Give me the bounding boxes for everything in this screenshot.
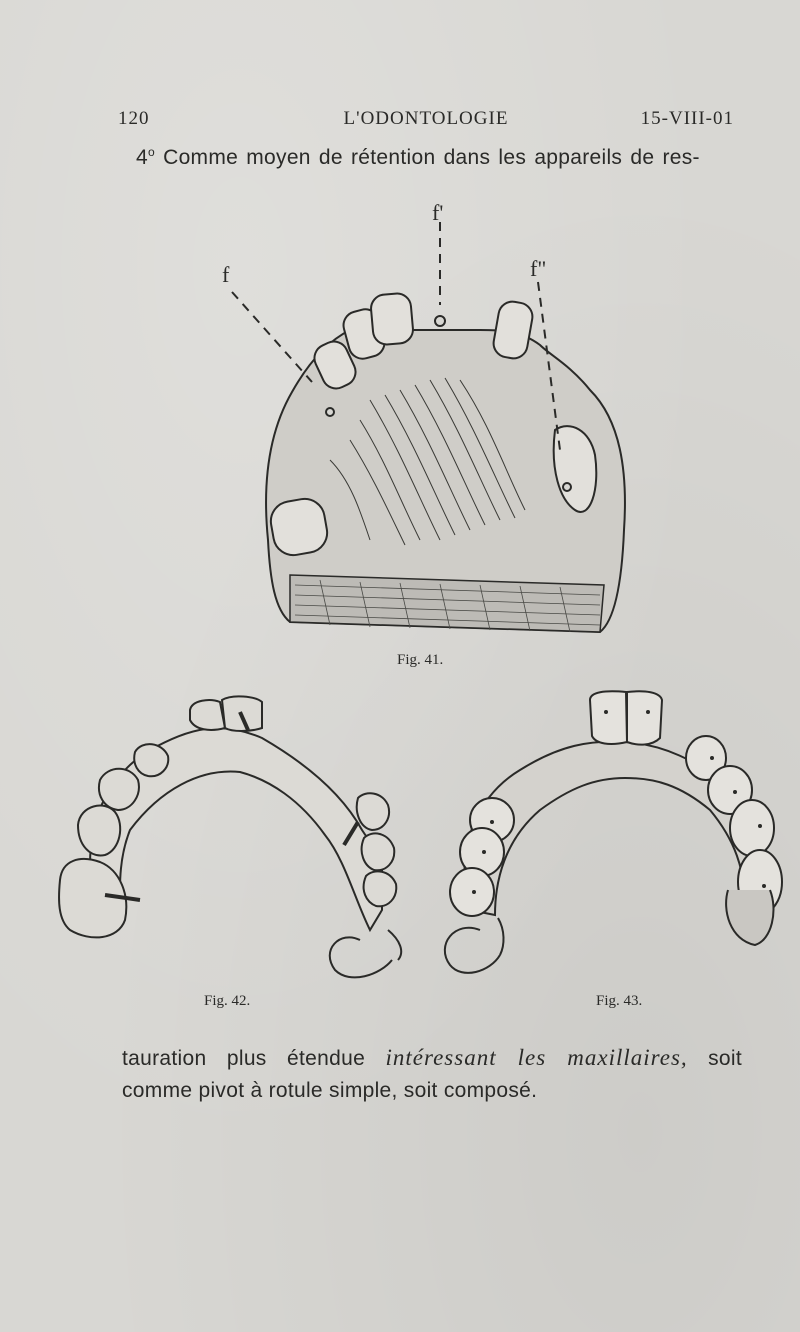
fig43-caption: Fig. 43. (596, 993, 643, 1009)
item-number: 4 (136, 146, 148, 169)
body-paragraph-line-2: comme pivot à rotule simple, soit composé. (122, 1079, 538, 1102)
fig41-label-f-prime: f' (432, 200, 444, 225)
italic-phrase: intéressant les maxillaires, (385, 1045, 688, 1070)
fig42-caption: Fig. 42. (204, 993, 251, 1009)
body-paragraph (122, 1042, 742, 1107)
running-title: L'ODONTOLOGIE (343, 108, 509, 129)
text-run: soit (687, 1047, 743, 1070)
fig41-label-f: f (222, 262, 230, 287)
body-paragraph-line-1 (122, 1042, 742, 1075)
page-number: 120 (118, 108, 150, 129)
fig42-drawing (59, 696, 401, 977)
fig43-drawing (445, 691, 782, 973)
fig41-caption: Fig. 41. (397, 652, 444, 668)
fig41-label-f-double-prime: f" (530, 256, 547, 281)
issue-date: 15-VIII-01 (640, 108, 734, 129)
fig41-drawing (232, 222, 625, 632)
body-line-1-text: Comme moyen de rétention dans les appareils de res- (154, 146, 700, 169)
ordinal-superscript: o (147, 145, 155, 159)
text-run: tauration plus étendue (122, 1047, 386, 1070)
